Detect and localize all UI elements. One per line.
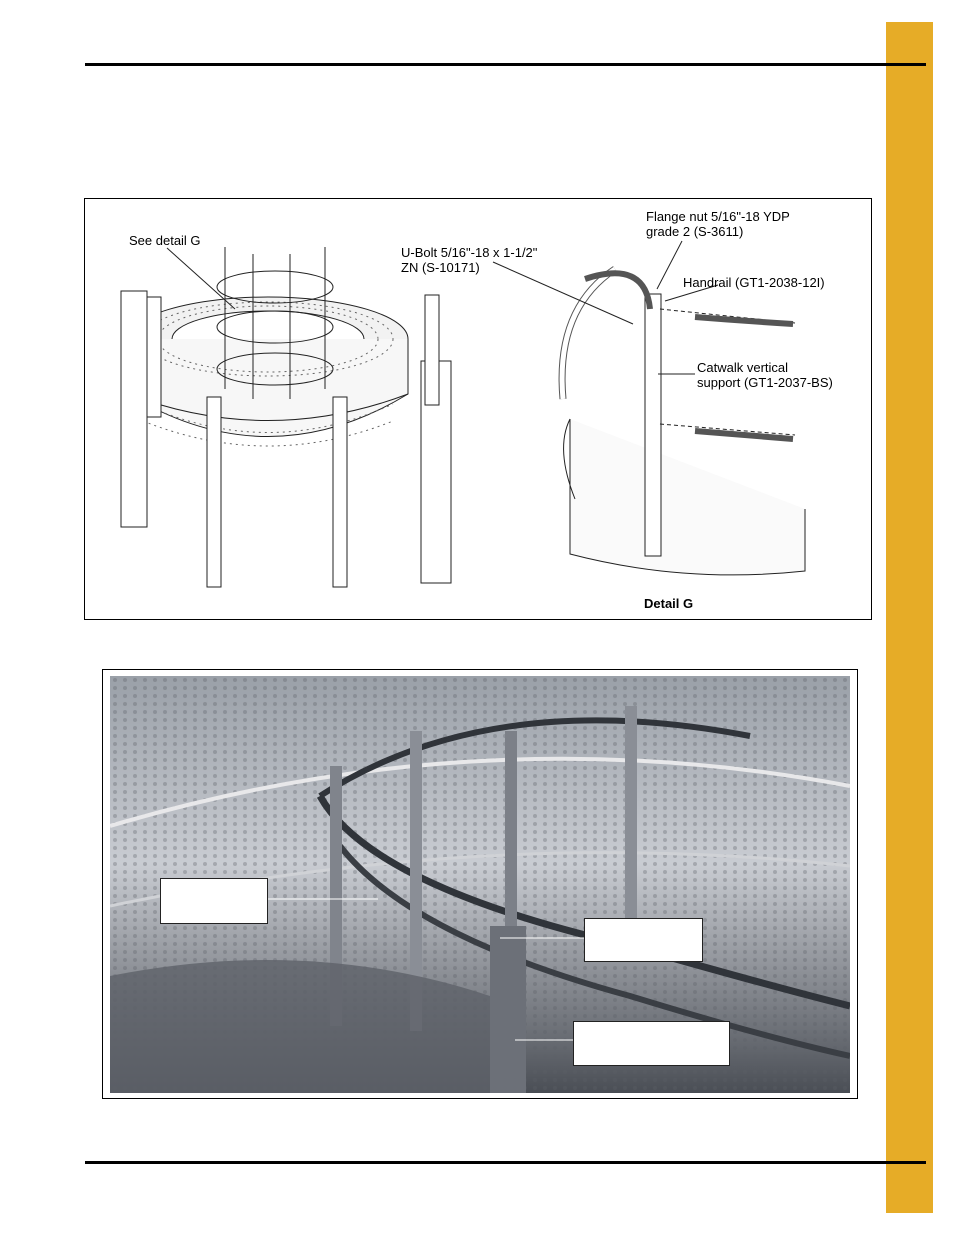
detail-title: Detail G — [644, 596, 694, 611]
label-flange-line1: Flange nut 5/16"-18 YDP — [646, 209, 790, 224]
label-ubolt-line1: U-Bolt 5/16"-18 x 1-1/2" — [401, 245, 538, 260]
label-ubolt-line2: ZN (S-10171) — [401, 260, 480, 275]
label-flange-line2: grade 2 (S-3611) — [646, 224, 744, 239]
footer-rule — [85, 1161, 926, 1164]
label-support-line1: Catwalk vertical — [697, 360, 789, 375]
callout-support — [573, 1021, 730, 1066]
callout-ubolt — [584, 918, 703, 962]
label-see-detail: See detail G — [129, 233, 201, 248]
header-rule — [85, 63, 926, 66]
catwalk-drawing-figure — [84, 198, 872, 620]
section-tab — [886, 22, 933, 1213]
label-handrail: Handrail (GT1-2038-12I) — [683, 275, 825, 290]
callout-handrail — [160, 878, 268, 924]
label-support-line2: support (GT1-2037-BS) — [697, 375, 833, 390]
catwalk-photo-figure — [102, 669, 858, 1099]
